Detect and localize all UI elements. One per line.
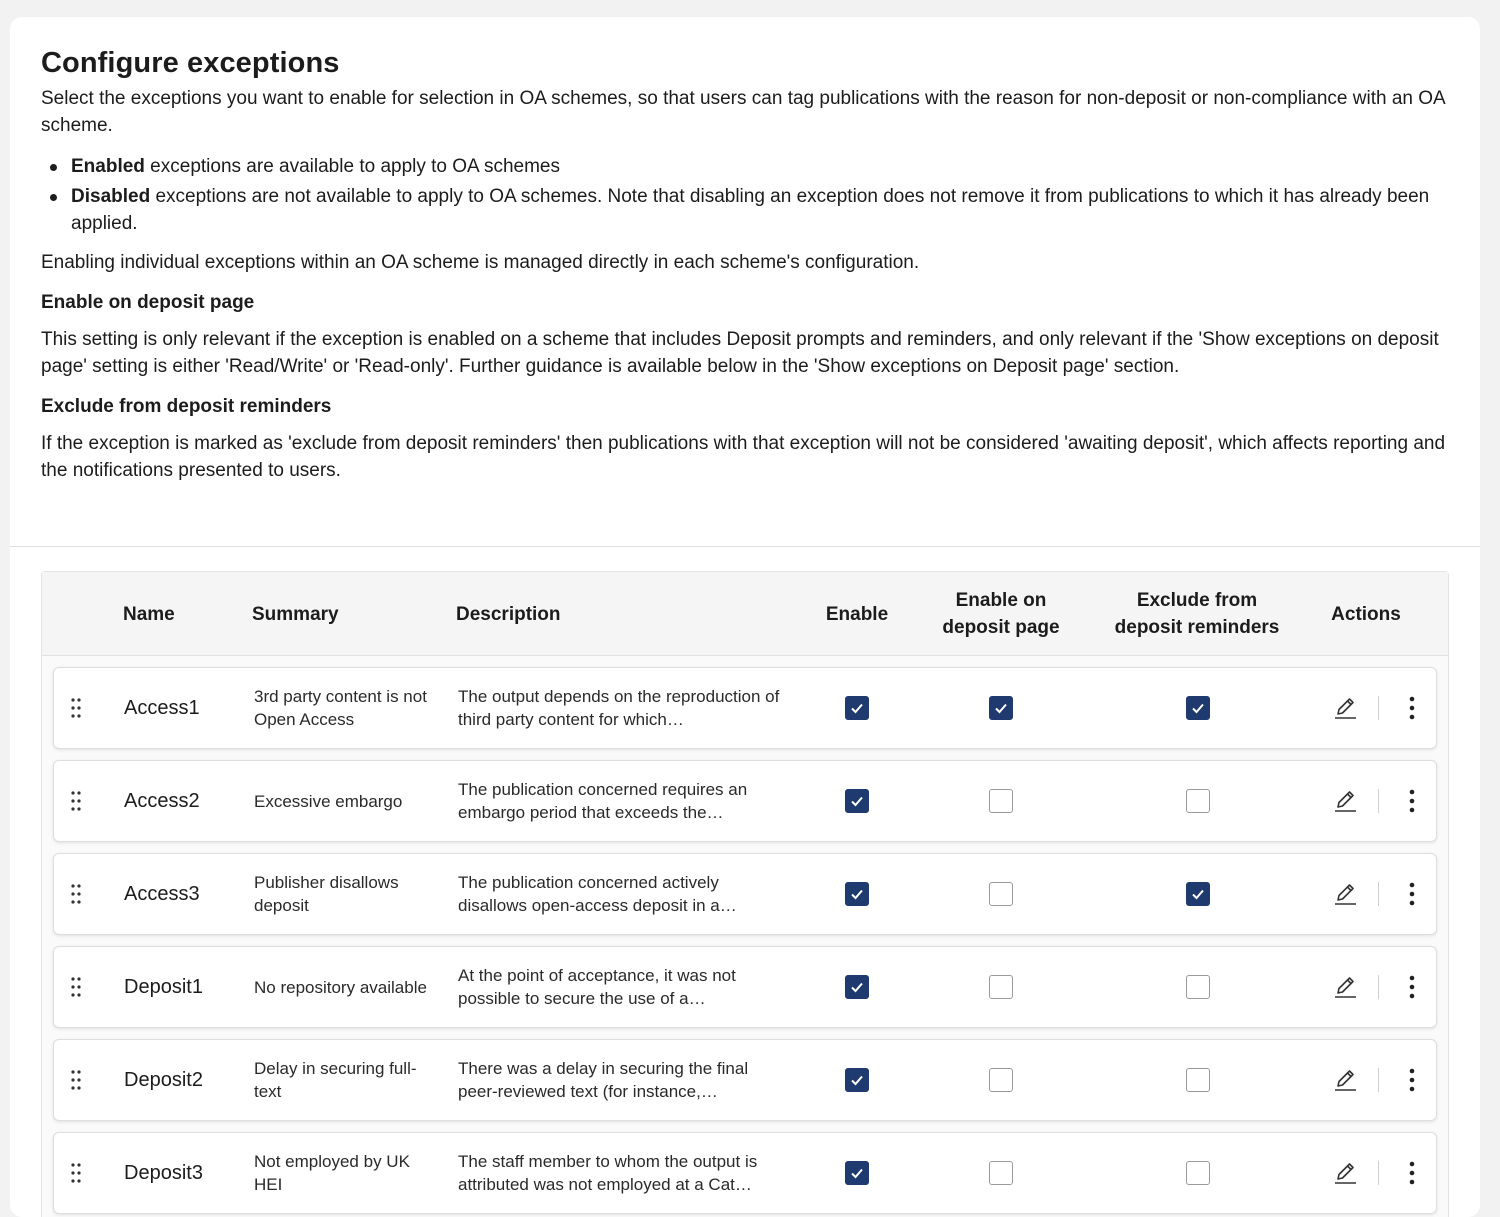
bullet-enabled-text: exceptions are available to apply to OA schemes: [144, 156, 560, 177]
exceptions-table: [41, 571, 1449, 1217]
exception-description: There was a delay in securing the final peer-reviewed text (for instance,…: [458, 1059, 749, 1101]
exception-name: Deposit1: [124, 975, 203, 998]
enable-checkbox[interactable]: [845, 789, 869, 813]
exception-description: The publication concerned requires an embargo period that exceeds the…: [458, 780, 748, 822]
column-header-summary[interactable]: Summary: [252, 603, 339, 625]
exclude-from-reminders-checkbox[interactable]: [1186, 1068, 1210, 1092]
bullet-disabled-text: exceptions are not available to apply to OA schemes. Note that disabling an exception does not remove it from publications to which it has already been applied.: [71, 186, 1430, 234]
more-vertical-icon[interactable]: [1402, 973, 1422, 1001]
more-vertical-icon[interactable]: [1402, 1066, 1422, 1094]
pencil-icon[interactable]: [1332, 1067, 1358, 1093]
pencil-icon[interactable]: [1332, 881, 1358, 907]
exclude-from-reminders-checkbox[interactable]: [1186, 975, 1210, 999]
exception-summary: Publisher disallows deposit: [254, 873, 399, 915]
checkmark-icon: [849, 886, 865, 902]
exception-summary: No repository available: [254, 977, 427, 997]
enable-on-deposit-checkbox[interactable]: [989, 975, 1013, 999]
bullet-enabled-bold: Enabled: [71, 156, 145, 177]
exclude-from-reminders-checkbox[interactable]: [1186, 789, 1210, 813]
table-row-3: [53, 853, 1437, 935]
column-header-actions: Actions: [1331, 603, 1401, 625]
drag-handle-icon[interactable]: [68, 668, 84, 748]
exclude-from-reminders-checkbox[interactable]: [1186, 1161, 1210, 1185]
enable-on-deposit-checkbox[interactable]: [989, 1068, 1013, 1092]
checkmark-icon: [849, 1072, 865, 1088]
drag-handle-icon[interactable]: [68, 761, 84, 841]
actions-separator: [1378, 789, 1379, 813]
checkmark-icon: [849, 700, 865, 716]
column-header-enable-deposit[interactable]: Enable on deposit page: [942, 590, 1060, 638]
exception-name: Deposit3: [124, 1161, 203, 1184]
table-header: [42, 572, 1448, 656]
enable-on-deposit-checkbox[interactable]: [989, 882, 1013, 906]
page-title: Configure exceptions: [41, 47, 340, 79]
exception-description: The publication concerned actively disallows open-access deposit in a…: [458, 873, 737, 915]
drag-handle-icon[interactable]: [68, 854, 84, 934]
pencil-icon[interactable]: [1332, 695, 1358, 721]
table-row-1: [53, 667, 1437, 749]
enable-on-deposit-checkbox[interactable]: [989, 696, 1013, 720]
enable-on-deposit-checkbox[interactable]: [989, 789, 1013, 813]
checkmark-icon: [849, 979, 865, 995]
exception-name: Deposit2: [124, 1068, 203, 1091]
table-row-6: [53, 1132, 1437, 1214]
drag-handle-icon[interactable]: [68, 1040, 84, 1120]
table-row-2: [53, 760, 1437, 842]
bullet-disabled: [41, 183, 1449, 237]
exception-summary: Not employed by UK HEI: [254, 1152, 410, 1194]
more-vertical-icon[interactable]: [1402, 787, 1422, 815]
drag-handle-icon[interactable]: [68, 947, 84, 1027]
status-bullets: [41, 153, 1449, 237]
exception-description: The output depends on the reproduction of third party content for which…: [458, 687, 780, 729]
actions-separator: [1378, 1068, 1379, 1092]
column-header-description[interactable]: Description: [456, 603, 561, 625]
pencil-icon[interactable]: [1332, 974, 1358, 1000]
checkmark-icon: [849, 793, 865, 809]
table-row-5: [53, 1039, 1437, 1121]
actions-separator: [1378, 882, 1379, 906]
deposit-text: This setting is only relevant if the exception is enabled on a scheme that includes Deposit prompts and reminders, and only relevant if the 'Show exceptions on deposit page' setting is either 'Read/Write' or 'Read-only'. Further guidance is available below in the 'Show exceptions on Deposit page' section.: [41, 329, 1439, 377]
exception-name: Access1: [124, 696, 200, 719]
exception-summary: Excessive embargo: [254, 791, 403, 811]
column-header-exclude[interactable]: Exclude from deposit reminders: [1114, 590, 1280, 638]
column-header-name[interactable]: Name: [123, 603, 175, 625]
scheme-note: Enabling individual exceptions within an OA scheme is managed directly in each scheme's configuration.: [41, 252, 920, 273]
exception-name: Access2: [124, 789, 200, 812]
checkmark-icon: [849, 1165, 865, 1181]
pencil-icon[interactable]: [1332, 1160, 1358, 1186]
checkmark-icon: [993, 700, 1009, 716]
bullet-disabled-bold: Disabled: [71, 186, 151, 207]
intro-text: Select the exceptions you want to enable for selection in OA schemes, so that users can tag publications with the reason for non-deposit or non-compliance with an OA scheme.: [41, 88, 1445, 136]
enable-on-deposit-checkbox[interactable]: [989, 1161, 1013, 1185]
more-vertical-icon[interactable]: [1402, 1159, 1422, 1187]
checkmark-icon: [1190, 700, 1206, 716]
exclude-from-reminders-checkbox[interactable]: [1186, 696, 1210, 720]
actions-separator: [1378, 696, 1379, 720]
table-row-4: [53, 946, 1437, 1028]
actions-separator: [1378, 1161, 1379, 1185]
enable-checkbox[interactable]: [845, 975, 869, 999]
enable-checkbox[interactable]: [845, 882, 869, 906]
intro-section: [10, 17, 1480, 484]
actions-separator: [1378, 975, 1379, 999]
configure-exceptions-panel: [10, 17, 1480, 1217]
checkmark-icon: [1190, 886, 1206, 902]
more-vertical-icon[interactable]: [1402, 694, 1422, 722]
exclude-text: If the exception is marked as 'exclude from deposit reminders' then publications with that exception will not be considered 'awaiting deposit', which affects reporting and the notifications presented to users.: [41, 433, 1446, 481]
more-vertical-icon[interactable]: [1402, 880, 1422, 908]
bullet-enabled: [41, 153, 1449, 180]
exception-summary: Delay in securing full-text: [254, 1059, 417, 1101]
section-divider: [10, 546, 1480, 547]
exclude-heading: Exclude from deposit reminders: [41, 396, 332, 417]
pencil-icon[interactable]: [1332, 788, 1358, 814]
column-header-enable[interactable]: Enable: [825, 603, 889, 625]
exclude-from-reminders-checkbox[interactable]: [1186, 882, 1210, 906]
deposit-heading: Enable on deposit page: [41, 292, 255, 313]
drag-handle-icon[interactable]: [68, 1133, 84, 1213]
exception-summary: 3rd party content is not Open Access: [254, 687, 427, 729]
enable-checkbox[interactable]: [845, 1161, 869, 1185]
enable-checkbox[interactable]: [845, 1068, 869, 1092]
exception-description: At the point of acceptance, it was not possible to secure the use of a…: [458, 966, 736, 1008]
exception-name: Access3: [124, 882, 200, 905]
enable-checkbox[interactable]: [845, 696, 869, 720]
exception-description: The staff member to whom the output is attributed was not employed at a Cat…: [458, 1152, 758, 1194]
